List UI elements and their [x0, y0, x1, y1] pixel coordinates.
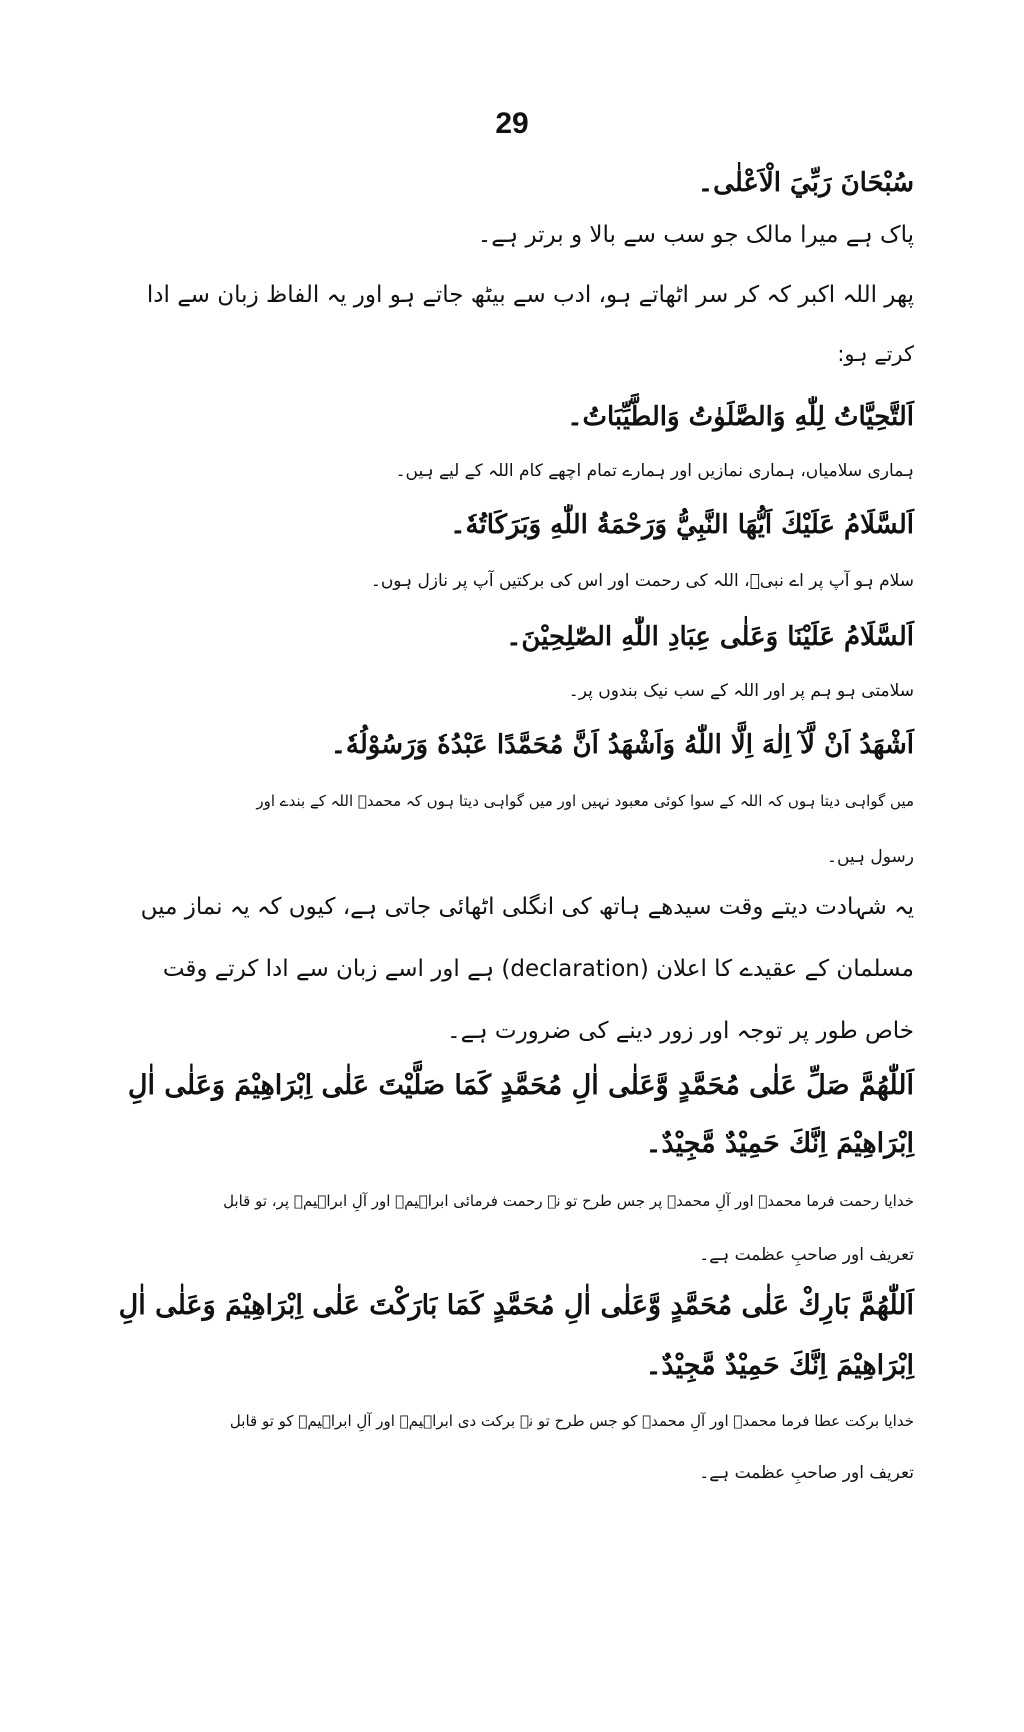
urdu-line: سلام ہو آپ پر اے نبیؐ، اللہ کی رحمت اور اس کی برکتیں آپ پر نازل ہوں۔ — [370, 571, 914, 591]
arabic-line: اَللّٰهُمَّ بَارِكْ عَلٰى مُحَمَّدٍ وَّعَلٰى اٰلِ مُحَمَّدٍ كَمَا بَارَكْتَ عَلٰى اِبْرَاهِيْمَ وَعَلٰى اٰلِ — [118, 1290, 914, 1321]
arabic-line: اِبْرَاهِيْمَ اِنَّكَ حَمِيْدٌ مَّجِيْدٌ۔ — [645, 1350, 914, 1381]
arabic-line: سُبْحَانَ رَبِّيَ الْاَعْلٰى۔ — [697, 168, 914, 198]
urdu-line: تعریف اور صاحبِ عظمت ہے۔ — [699, 1463, 914, 1483]
urdu-line: ہماری سلامیاں، ہماری نمازیں اور ہمارے تمام اچھے کام اللہ کے لیے ہیں۔ — [395, 461, 914, 481]
page-number: 29 — [495, 107, 529, 140]
urdu-line: خاص طور پر توجہ اور زور دینے کی ضرورت ہے۔ — [447, 1018, 914, 1044]
urdu-line: سلامتی ہو ہم پر اور اللہ کے سب نیک بندوں پر۔ — [568, 681, 914, 701]
urdu-line: خدایا برکت عطا فرما محمدؐ اور آلِ محمدؐ کو جس طرح تو نے برکت دی ابراہیمؑ اور آلِ ابراہیمؑ کو تو قابل — [229, 1412, 914, 1430]
urdu-line: مسلمان کے عقیدے کا اعلان (declaration) ہے اور اسے زبان سے ادا کرتے وقت — [162, 956, 914, 982]
urdu-line: کرتے ہو: — [837, 342, 914, 366]
urdu-line: یہ شہادت دیتے وقت سیدھے ہاتھ کی انگلی اٹھائی جاتی ہے، کیوں کہ یہ نماز میں — [140, 894, 914, 920]
arabic-line: اِبْرَاهِيْمَ اِنَّكَ حَمِيْدٌ مَّجِيْدٌ۔ — [645, 1128, 914, 1159]
arabic-line: اَشْهَدُ اَنْ لَّآ اِلٰهَ اِلَّا اللّٰهُ وَاَشْهَدُ اَنَّ مُحَمَّدًا عَبْدُهٗ وَرَسُوْلُهٗ۔ — [330, 730, 914, 760]
arabic-line: اَلتَّحِيَّاتُ لِلّٰهِ وَالصَّلَوٰتُ وَالطَّيِّبَاتُ۔ — [567, 402, 914, 432]
urdu-line: میں گواہی دیتا ہوں کہ اللہ کے سوا کوئی معبود نہیں اور میں گواہی دیتا ہوں کہ محمدؐ اللہ کے بندے اور — [256, 792, 914, 810]
arabic-line: اَللّٰهُمَّ صَلِّ عَلٰى مُحَمَّدٍ وَّعَلٰى اٰلِ مُحَمَّدٍ كَمَا صَلَّيْتَ عَلٰى اِبْرَاهِيْمَ وَعَلٰى اٰلِ — [127, 1070, 914, 1101]
urdu-line: رسول ہیں۔ — [827, 847, 914, 867]
urdu-line: خدایا رحمت فرما محمدؐ اور آلِ محمدؐ پر جس طرح تو نے رحمت فرمائی ابراہیمؑ اور آلِ ابراہیمؑ پر، تو قابل — [223, 1192, 914, 1210]
urdu-line: پھر اللہ اکبر کہ کر سر اٹھاتے ہو، ادب سے بیٹھ جاتے ہو اور یہ الفاظ زبان سے ادا — [146, 282, 914, 308]
urdu-line: پاک ہے میرا مالک جو سب سے بالا و برتر ہے۔ — [477, 222, 914, 248]
arabic-line: اَلسَّلَامُ عَلَيْنَا وَعَلٰى عِبَادِ اللّٰهِ الصّٰلِحِيْنَ۔ — [506, 622, 914, 652]
urdu-line: تعریف اور صاحبِ عظمت ہے۔ — [699, 1245, 914, 1265]
arabic-line: اَلسَّلَامُ عَلَيْكَ اَيُّهَا النَّبِيُّ وَرَحْمَةُ اللّٰهِ وَبَرَكَاتُهٗ۔ — [450, 510, 914, 540]
